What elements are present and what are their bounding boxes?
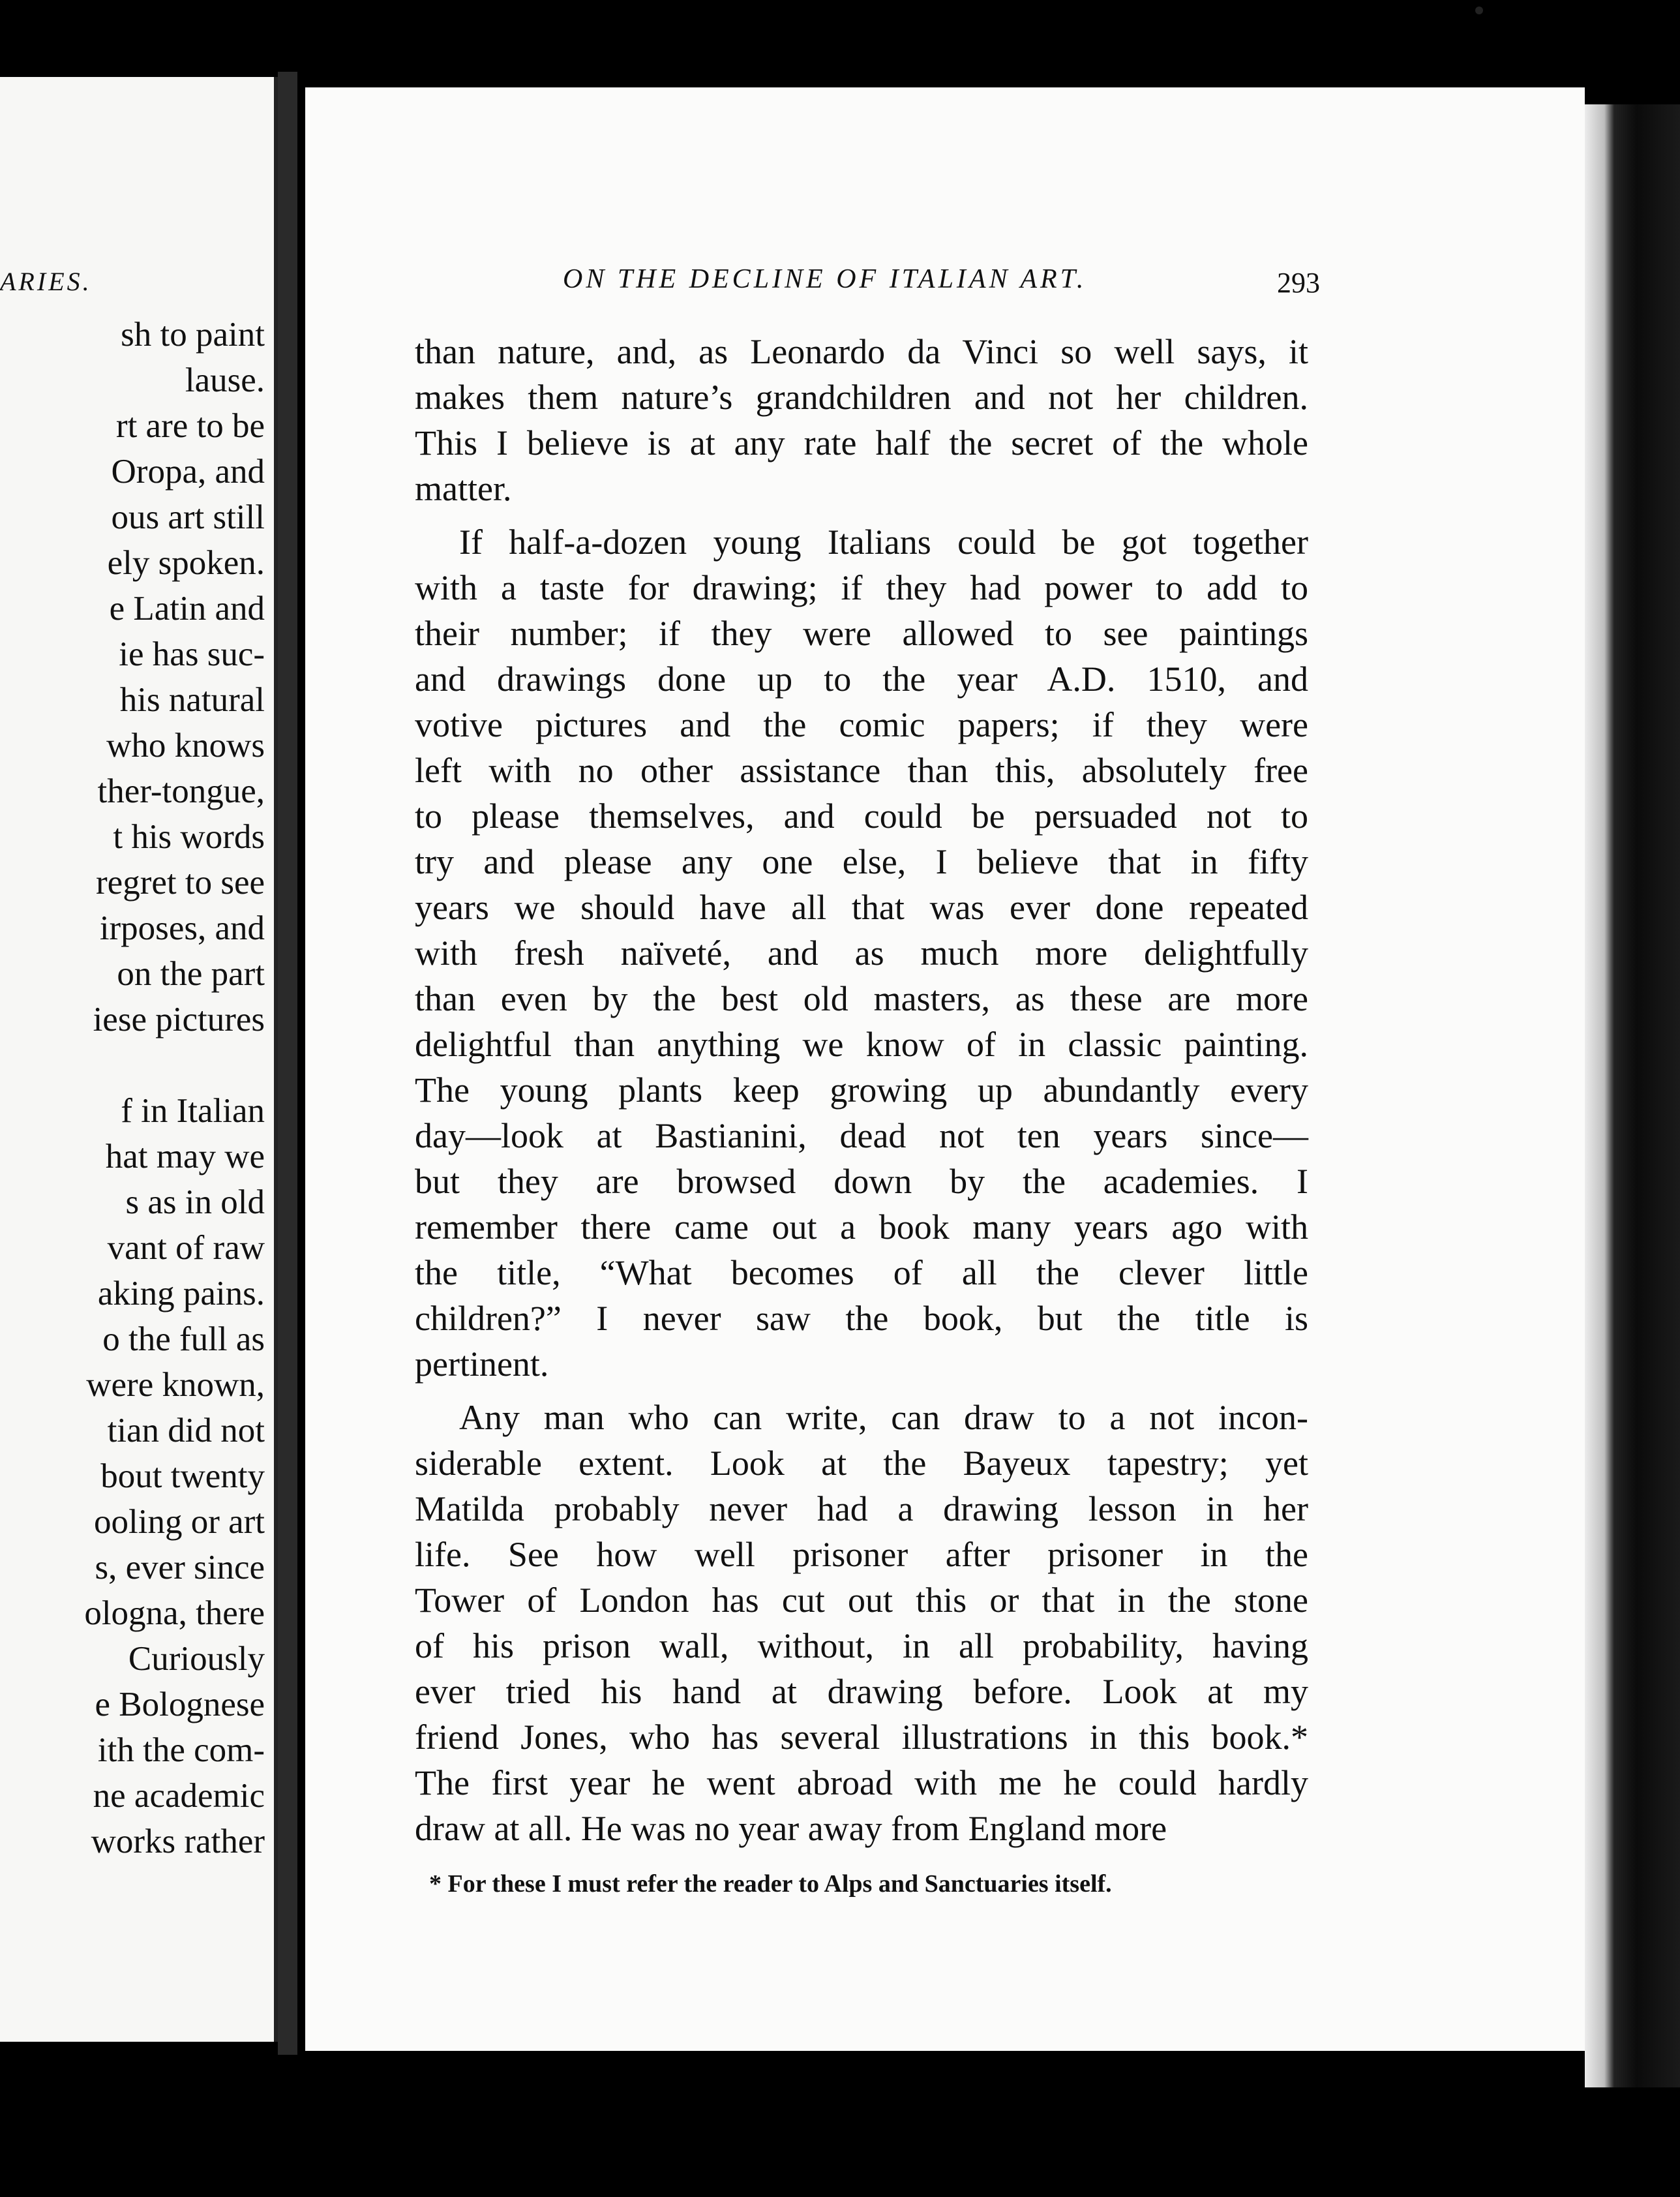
text-line: to please themselves, and could be persuaded not to xyxy=(415,796,1308,836)
text-line: try and please any one else, I believe that in fifty xyxy=(415,842,1308,881)
left-text-line: ith the com- xyxy=(97,1731,265,1769)
left-text-line: Curiously xyxy=(128,1640,265,1678)
text-line: day—look at Bastianini, dead not ten years since— xyxy=(415,1116,1308,1155)
left-text-line: s, ever since xyxy=(95,1549,265,1586)
text-line: children?” I never saw the book, but the title is xyxy=(415,1299,1308,1338)
text-line: the title, “What becomes of all the clever little xyxy=(415,1253,1308,1292)
text-line: friend Jones, who has several illustrations in this book.* xyxy=(415,1718,1308,1757)
text-line: If half-a-dozen young Italians could be got together xyxy=(459,523,1308,562)
text-line: siderable extent. Look at the Bayeux tapestry; yet xyxy=(415,1444,1308,1483)
paragraph xyxy=(415,519,1308,1387)
scan-speck xyxy=(1475,7,1483,14)
text-line: Any man who can write, can draw to a not incon- xyxy=(459,1398,1308,1437)
left-page-text xyxy=(0,312,265,1864)
text-line: delightful than anything we know of in classic painting. xyxy=(415,1025,1308,1064)
left-text-line: irposes, and xyxy=(99,909,265,947)
left-text-line: tian did not xyxy=(107,1412,265,1449)
left-text-line: s as in old xyxy=(125,1183,265,1221)
left-text-line: rt are to be xyxy=(115,407,265,445)
text-line: The first year he went abroad with me he could hardly xyxy=(415,1763,1308,1802)
text-line: draw at all. He was no year away from England more xyxy=(415,1809,1167,1848)
text-line: of his prison wall, without, in all probability, having xyxy=(415,1626,1308,1665)
text-line: remember there came out a book many years ago with xyxy=(415,1207,1308,1247)
text-line: years we should have all that was ever done repeated xyxy=(415,888,1308,927)
text-line: than even by the best old masters, as these are more xyxy=(415,979,1308,1018)
left-text-line: sh to paint xyxy=(121,316,265,354)
text-line: pertinent. xyxy=(415,1344,549,1384)
left-text-line: ely spoken. xyxy=(107,544,265,582)
left-text-line: on the part xyxy=(117,955,265,993)
left-text-line: who knows xyxy=(106,727,265,765)
text-line: left with no other assistance than this, absolutely free xyxy=(415,751,1308,790)
left-text-line: hat may we xyxy=(105,1138,265,1175)
left-text-line: ologna, there xyxy=(84,1594,265,1632)
left-text-line: ne academic xyxy=(93,1777,265,1815)
left-text-line: aking pains. xyxy=(97,1275,265,1312)
left-text-line: ous art still xyxy=(111,498,265,536)
left-text-line: bout twenty xyxy=(100,1457,265,1495)
text-line: makes them nature’s grandchildren and not her children. xyxy=(415,378,1308,417)
text-line: than nature, and, as Leonardo da Vinci so well says, it xyxy=(415,332,1308,371)
text-line: their number; if they were allowed to see paintings xyxy=(415,614,1308,653)
left-text-line: ie has suc- xyxy=(119,635,265,673)
left-text-line: e Bolognese xyxy=(95,1686,265,1723)
page-number: 293 xyxy=(1277,267,1320,299)
text-line: with a taste for drawing; if they had power to add to xyxy=(415,568,1308,607)
footnote: * For these I must refer the reader to Alps and Sanctuaries itself. xyxy=(429,1870,1112,1898)
left-page xyxy=(0,77,278,2042)
left-text-line: vant of raw xyxy=(107,1229,265,1267)
running-head xyxy=(305,264,1585,309)
text-line: with fresh naïveté, and as much more delightfully xyxy=(415,933,1308,973)
running-title: ON THE DECLINE OF ITALIAN ART. xyxy=(563,264,1087,294)
body-text xyxy=(415,329,1308,1851)
left-text-line: works rather xyxy=(91,1823,265,1860)
left-text-line: regret to see xyxy=(96,864,265,902)
paragraph xyxy=(415,329,1308,511)
text-line: Tower of London has cut out this or that in the stone xyxy=(415,1581,1308,1620)
left-text-line: were known, xyxy=(86,1366,265,1404)
text-line: Matilda probably never had a drawing lesson in her xyxy=(415,1489,1308,1528)
paragraph-gap xyxy=(415,511,1308,519)
text-line: and drawings done up to the year A.D. 1510, and xyxy=(415,659,1308,699)
text-line: This I believe is at any rate half the secret of the whole xyxy=(415,423,1308,462)
left-text-line: his natural xyxy=(119,681,265,719)
left-text-line xyxy=(0,1042,265,1088)
left-running-title: ARIES. xyxy=(0,267,92,296)
left-text-line: o the full as xyxy=(102,1320,265,1358)
text-line: matter. xyxy=(415,469,512,508)
text-line: but they are browsed down by the academies. I xyxy=(415,1162,1308,1201)
left-text-line: f in Italian xyxy=(121,1092,265,1130)
text-line: The young plants keep growing up abundantly every xyxy=(415,1070,1308,1110)
left-text-line: ther-tongue, xyxy=(97,772,265,810)
left-text-line: ooling or art xyxy=(94,1503,265,1541)
left-text-line: e Latin and xyxy=(109,590,265,628)
left-text-line: Oropa, and xyxy=(111,453,265,491)
text-line: votive pictures and the comic papers; if they were xyxy=(415,705,1308,744)
book-gutter xyxy=(278,72,297,2055)
left-text-line: t his words xyxy=(113,818,265,856)
paragraph-gap xyxy=(415,1387,1308,1395)
left-text-line: iese pictures xyxy=(93,1001,265,1038)
text-line: ever tried his hand at drawing before. Look at my xyxy=(415,1672,1308,1711)
right-page xyxy=(305,87,1585,2051)
paragraph xyxy=(415,1395,1308,1851)
page-edge-shadow xyxy=(1585,104,1680,2087)
left-text-line: lause. xyxy=(185,361,265,399)
text-line: life. See how well prisoner after prisoner in the xyxy=(415,1535,1308,1574)
